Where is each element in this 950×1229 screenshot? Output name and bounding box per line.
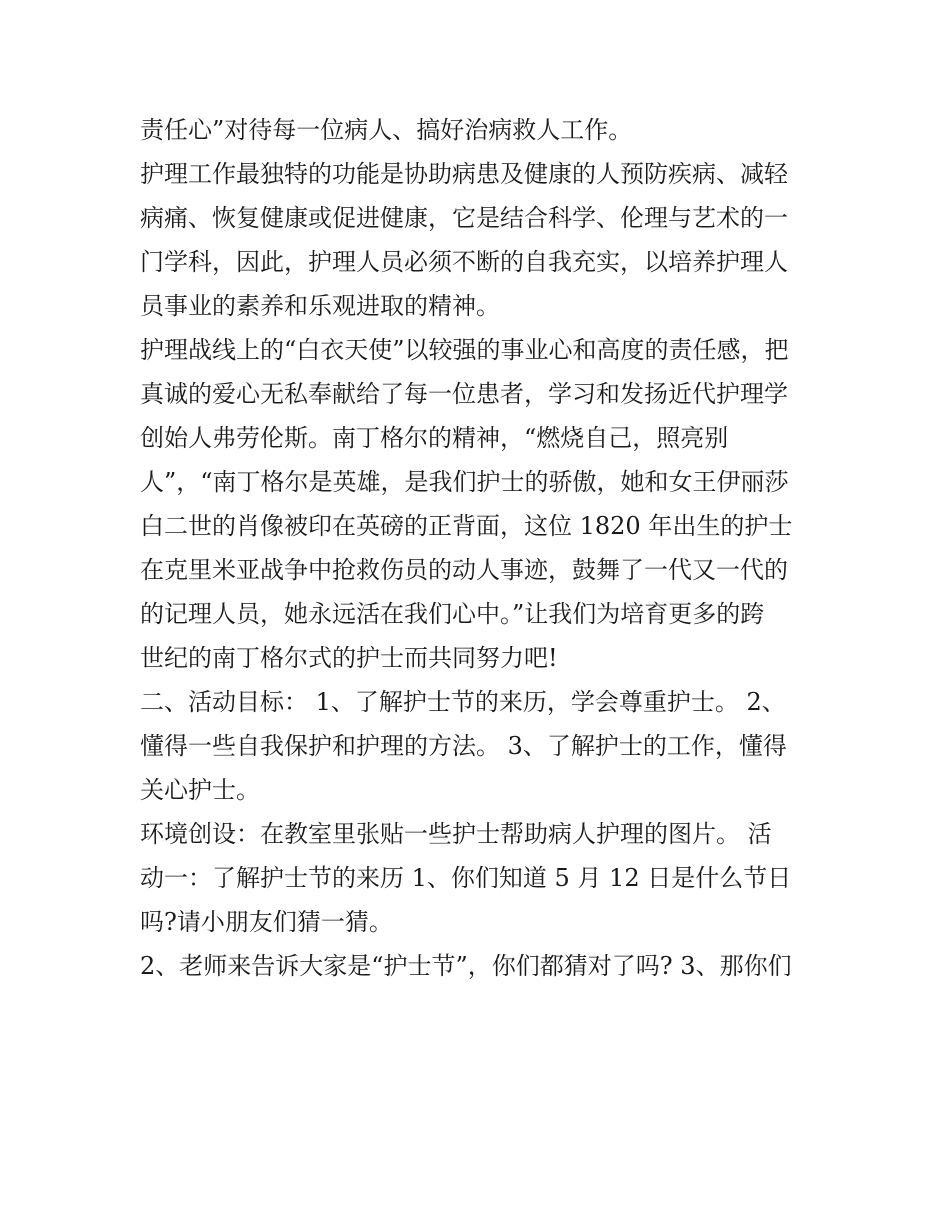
text-line: 护理工作最独特的功能是协助病患及健康的人预防疾病、减轻 bbox=[140, 160, 788, 188]
text-line: 人”，“南丁格尔是英雄，是我们护士的骄傲，她和女王伊丽莎 bbox=[140, 468, 789, 496]
text-line: 2、老师来告诉大家是“护士节”，你们都猜对了吗? 3、那你们 bbox=[140, 952, 792, 980]
text-line: 护理战线上的“白衣天使”以较强的事业心和高度的责任感，把 bbox=[140, 336, 789, 364]
text-line: 动一：了解护士节的来历 1、你们知道 5 月 12 日是什么节日 bbox=[140, 864, 792, 892]
text-line: 在克里米亚战争中抢救伤员的动人事迹，鼓舞了一代又一代的 bbox=[140, 556, 788, 584]
text-line: 责任心”对待每一位病人、搞好治病救人工作。 bbox=[140, 116, 633, 144]
text-line: 真诚的爱心无私奉献给了每一位患者，学习和发扬近代护理学 bbox=[140, 380, 788, 408]
text-line: 员事业的素养和乐观进取的精神。 bbox=[140, 292, 500, 320]
text-line: 懂得一些自我保护和护理的方法。 3、了解护士的工作，懂得 bbox=[140, 732, 787, 760]
text-line: 吗?请小朋友们猜一猜。 bbox=[140, 908, 393, 936]
text-line: 关心护士。 bbox=[140, 776, 260, 804]
text-line: 门学科，因此，护理人员必须不断的自我充实，以培养护理人 bbox=[140, 248, 788, 276]
document-body bbox=[140, 108, 820, 988]
text-line: 世纪的南丁格尔式的护士而共同努力吧! bbox=[140, 644, 558, 672]
text-line: 的记理人员，她永远活在我们心中。”让我们为培育更多的跨 bbox=[140, 600, 765, 628]
text-line: 病痛、恢复健康或促进健康，它是结合科学、伦理与艺术的一 bbox=[140, 204, 788, 232]
text-line: 环境创设：在教室里张贴一些护士帮助病人护理的图片。 活 bbox=[140, 820, 772, 848]
text-line: 二、活动目标： 1、了解护士节的来历，学会尊重护士。 2、 bbox=[140, 688, 786, 716]
text-line: 创始人弗劳伦斯。南丁格尔的精神，“燃烧自己，照亮别 bbox=[140, 424, 729, 452]
text-line: 白二世的肖像被印在英磅的正背面，这位 1820 年出生的护士 bbox=[140, 512, 793, 540]
